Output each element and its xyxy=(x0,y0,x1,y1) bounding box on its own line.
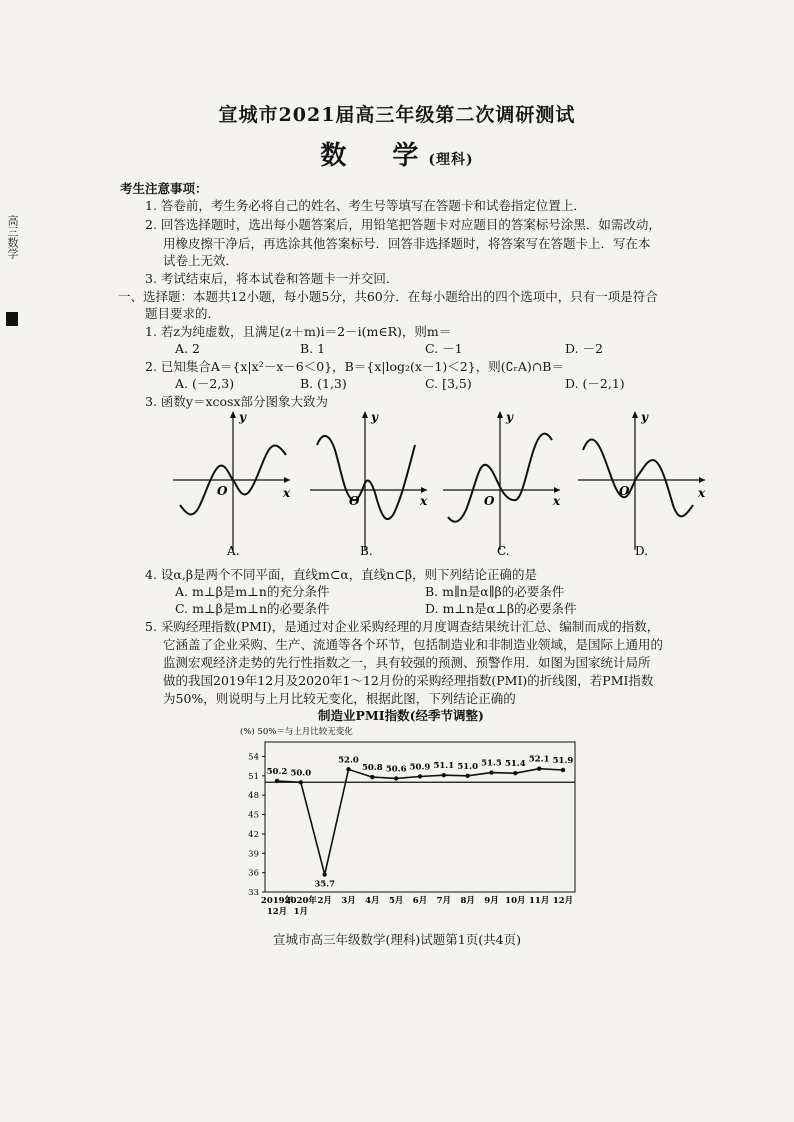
x-tick-label: 4月 xyxy=(365,896,380,906)
origin-label: O xyxy=(619,484,630,498)
x-tick-label: 9月 xyxy=(484,896,499,906)
axis-y-label: y xyxy=(371,410,378,424)
pmi-point xyxy=(322,872,326,876)
graph-b xyxy=(310,410,428,558)
x-tick-label: 8月 xyxy=(460,896,475,906)
graph-c-label: C. xyxy=(497,544,510,558)
axis-x-label: x xyxy=(420,494,428,508)
y-tick-label: 45 xyxy=(248,810,259,821)
question-5-cont: 监测宏观经济走势的先行性指数之一，具有较强的预测、预警作用．如图为国家统计局所 xyxy=(163,655,651,670)
notice-item: 3. 考试结束后，将本试卷和答题卡一并交回． xyxy=(145,271,399,286)
graph-b-label: B. xyxy=(360,544,373,558)
pmi-point xyxy=(537,767,541,771)
q3-graphs xyxy=(165,405,715,560)
pmi-point xyxy=(465,774,469,778)
pmi-chart xyxy=(230,722,580,922)
pmi-value-label: 52.0 xyxy=(338,755,359,766)
pmi-series-line xyxy=(277,769,563,875)
pmi-point xyxy=(489,770,493,774)
pmi-value-label: 50.0 xyxy=(290,768,312,779)
notice-item: 试卷上无效． xyxy=(163,253,239,268)
chart-title: 制造业PMI指数(经季节调整) xyxy=(318,708,484,723)
x-tick-label: 2月 xyxy=(317,896,332,906)
question-5-cont: 它涵盖了企业采购、生产、流通等各个环节，包括制造业和非制造业领域，是国际上通用的 xyxy=(163,637,664,652)
question-3: 3. 函数y＝xcosx部分图象大致为 xyxy=(145,394,329,409)
axis-x-label: x xyxy=(698,486,706,500)
q2-option-d: D. (－2,1) xyxy=(565,376,625,391)
pmi-value-label: 50.6 xyxy=(385,764,407,775)
exam-title: 宣城市2021届高三年级第二次调研测试 xyxy=(218,104,576,126)
pmi-point xyxy=(561,768,565,772)
pmi-value-label: 51.0 xyxy=(457,761,479,772)
graph-c xyxy=(443,410,561,558)
subject-note: (理科) xyxy=(428,152,474,168)
notice-item: 1. 答卷前，考生务必将自己的姓名、考生号等填写在答题卡和试卷指定位置上． xyxy=(145,198,586,213)
y-tick-label: 33 xyxy=(248,888,259,898)
pmi-point xyxy=(394,776,398,780)
y-tick-label: 51 xyxy=(248,771,259,782)
pmi-point xyxy=(299,780,303,784)
pmi-value-label: 51.4 xyxy=(504,759,526,770)
notice-heading: 考生注意事项： xyxy=(120,181,208,196)
page-footer: 宣城市高三年级数学(理科)试题第1页(共4页) xyxy=(273,932,521,947)
graph-a-label: A. xyxy=(227,544,240,558)
origin-label: O xyxy=(217,484,228,498)
x-tick-label: 5月 xyxy=(388,896,404,906)
q4-option-a: A. m⊥β是m⊥n的充分条件 xyxy=(175,584,330,599)
side-marker xyxy=(6,312,18,326)
x-tick-label: 2020年 xyxy=(284,896,317,906)
x-tick-label: 2019年 xyxy=(260,896,294,906)
q2-option-b: B. (1,3) xyxy=(300,376,347,391)
axis-y-label: y xyxy=(641,410,648,424)
pmi-value-label: 50.2 xyxy=(266,766,288,777)
pmi-point xyxy=(418,774,422,778)
pmi-value-label: 50.8 xyxy=(361,763,383,774)
question-5-cont: 做的我国2019年12月及2020年1～12月份的采购经理指数(PMI)的折线图，若PMI指数 xyxy=(163,673,654,688)
origin-label: O xyxy=(484,494,495,508)
q1-option-c: C. －1 xyxy=(425,341,463,356)
q2-option-a: A. (－2,3) xyxy=(175,376,235,391)
graph-a xyxy=(173,410,291,558)
question-4: 4. 设α,β是两个不同平面，直线m⊂α，直线n⊂β，则下列结论正确的是 xyxy=(145,567,538,582)
pmi-point xyxy=(513,771,517,775)
section-heading: 一、选择题：本题共12小题，每小题5分，共60分．在每小题给出的四个选项中，只有一项是符合 xyxy=(118,289,658,304)
axis-y-label: y xyxy=(239,410,246,424)
axis-y-label: y xyxy=(506,410,513,424)
pmi-point xyxy=(370,775,374,779)
pmi-value-label: 51.1 xyxy=(433,761,455,772)
pmi-value-label: 35.7 xyxy=(314,879,336,890)
question-1: 1. 若z为纯虚数，且满足(z＋m)i＝2－i(m∈R)，则m＝ xyxy=(145,324,452,339)
q1-option-d: D. －2 xyxy=(565,341,603,356)
section-heading-cont: 题目要求的． xyxy=(145,306,221,321)
x-tick-label: 10月 xyxy=(505,896,526,906)
question-2: 2. 已知集合A＝{x|x²－x－6＜0}，B＝{x|log₂(x－1)＜2}，则(∁ᵣA)∩B＝ xyxy=(145,359,564,374)
q1-option-b: B. 1 xyxy=(300,341,326,356)
q1-option-a: A. 2 xyxy=(175,341,200,356)
pmi-value-label: 52.1 xyxy=(528,754,550,765)
notice-item: 2. 回答选择题时，选出每小题答案后，用铅笔把答题卡对应题目的答案标号涂黑．如需改动， xyxy=(145,217,661,232)
x-tick-label: 7月 xyxy=(436,896,452,906)
q2-option-c: C. [3,5) xyxy=(425,376,472,391)
x-tick-label: 11月 xyxy=(528,896,550,906)
notice-item: 用橡皮擦干净后，再选涂其他答案标号．回答非选择题时，将答案写在答题卡上．写在本 xyxy=(163,236,651,251)
pmi-value-label: 50.9 xyxy=(409,762,431,773)
x-tick-label: 3月 xyxy=(341,896,356,906)
y-tick-label: 39 xyxy=(248,849,259,860)
y-tick-label: 48 xyxy=(248,791,259,802)
x-tick-label: 6月 xyxy=(412,896,428,906)
graph-d xyxy=(578,410,706,558)
graph-d-label: D. xyxy=(635,544,649,558)
pmi-value-label: 51.5 xyxy=(481,758,502,769)
side-label: 高三数学 xyxy=(6,215,19,259)
y-tick-label: 42 xyxy=(248,829,259,840)
origin-label: O xyxy=(349,494,360,508)
axis-x-label: x xyxy=(283,486,291,500)
x-tick-label-sub: 12月 xyxy=(266,907,288,917)
pmi-value-label: 51.9 xyxy=(552,756,574,767)
y-tick-label: 54 xyxy=(248,752,259,763)
q4-option-c: C. m⊥β是m⊥n的必要条件 xyxy=(175,601,330,616)
pmi-point xyxy=(442,773,446,777)
chart-legend-note: (%) 50%＝与上月比较无变化 xyxy=(240,727,353,737)
pmi-point xyxy=(346,767,350,771)
y-tick-label: 36 xyxy=(248,868,259,879)
pmi-point xyxy=(275,779,279,783)
q4-option-b: B. m∥n是α∥β的必要条件 xyxy=(425,584,565,599)
axis-x-label: x xyxy=(553,494,561,508)
q4-option-d: D. m⊥n是α⊥β的必要条件 xyxy=(425,601,577,616)
question-5-cont: 为50%，则说明与上月比较无变化，根据此图，下列结论正确的 xyxy=(163,691,516,706)
subject-title xyxy=(0,135,794,172)
question-5: 5. 采购经理指数(PMI)，是通过对企业采购经理的月度调查结果统计汇总、编制而成的指数， xyxy=(145,619,660,634)
subject-name: 数 学 xyxy=(320,141,429,171)
x-tick-label-sub: 1月 xyxy=(293,907,309,917)
x-tick-label: 12月 xyxy=(552,896,574,906)
